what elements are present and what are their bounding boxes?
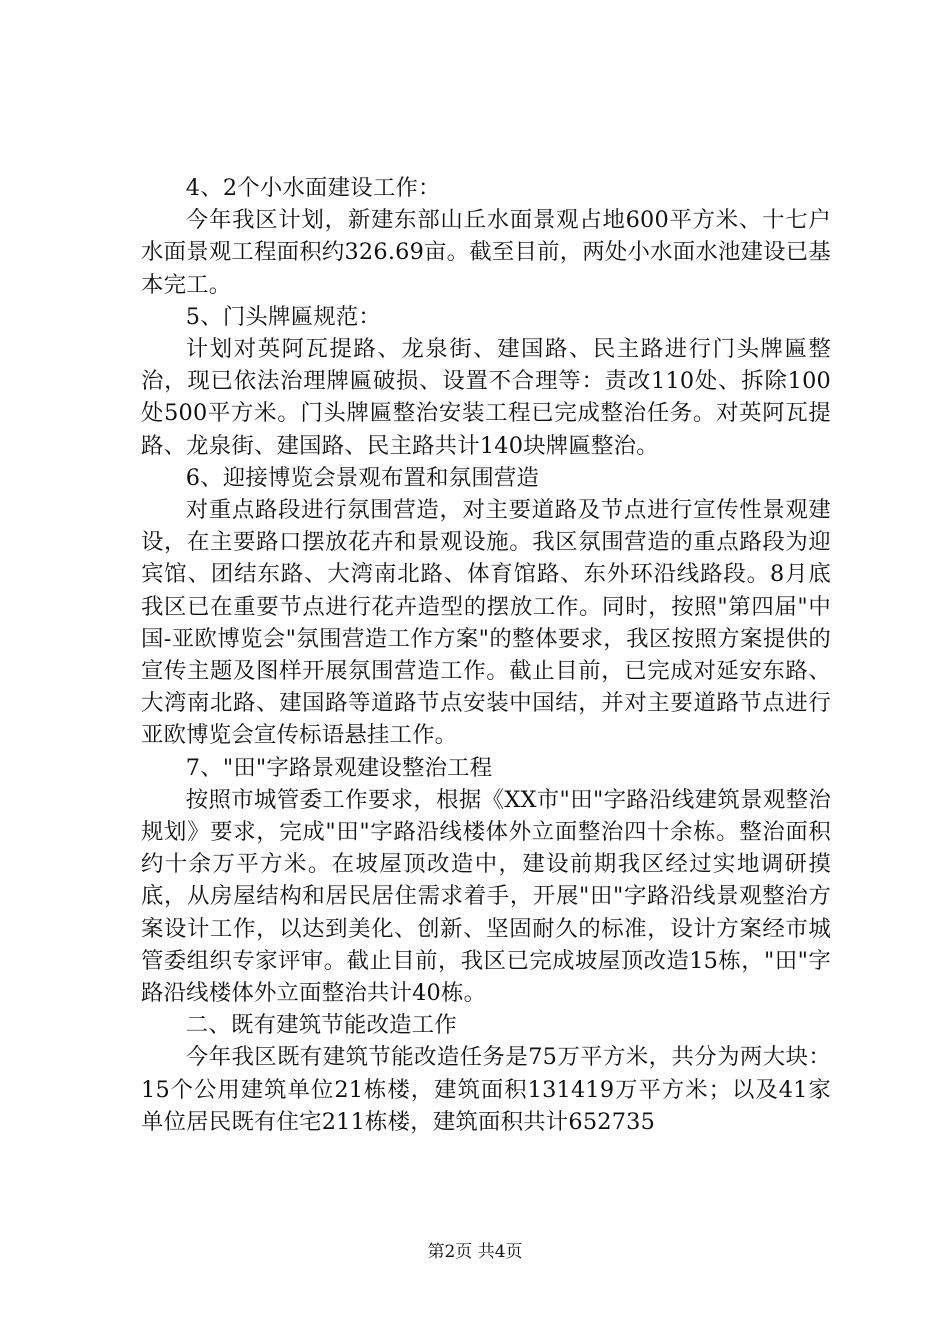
paragraph-energy-saving: 今年我区既有建筑节能改造任务是75万平方米，共分为两大块：15个公用建筑单位21栋楼，建筑面积131419万平方米；以及41家单位居民既有住宅211栋楼，建筑面积共计652735 [141,1044,831,1135]
heading-tian-road: 7、"田"字路景观建设整治工程 [185,754,493,781]
page-number-footer: 第2页 共4页 [427,1242,523,1262]
paragraph-tian-road: 按照市城管委工作要求，根据《XX市"田"字路沿线建筑景观整治规划》要求，完成"田"字路沿线楼体外立面整治四十余栋。整治面积约十余万平方米。在坡屋顶改造中，建设前期我区经过实地调研摸底，从房屋结构和居民居住需求着手，开展"田"字路沿线景观整治方案设计工作，以达到美化、创新、坚固耐久的标准，设计方案经市城管委组织专家评审。截止目前，我区已完成坡屋顶改造15栋，"田"字路沿线楼体外立面整治共计40栋。 [141,786,831,1007]
paragraph-signboard: 计划对英阿瓦提路、龙泉街、建国路、民主路进行门头牌匾整治，现已依法治理牌匾破损、设置不合理等：责改110处、拆除100处500平方米。门头牌匾整治安装工程已完成整治任务。对英阿瓦提路、龙泉街、建国路、民主路共计140块牌匾整治。 [141,336,831,459]
paragraph-expo-landscape: 对重点路段进行氛围营造，对主要道路及节点进行宣传性景观建设，在主要路口摆放花卉和景观设施。我区氛围营造的重点路段为迎宾馆、团结东路、大湾南北路、体育馆路、东外环沿线路段。8月底我区已在重要节点进行花卉造型的摆放工作。同时，按照"第四届"中国-亚欧博览会"氛围营造工作方案"的整体要求，我区按照方案提供的宣传主题及图样开展氛围营造工作。截止目前，已完成对延安东路、大湾南北路、建国路等道路节点安装中国结，并对主要道路节点进行亚欧博览会宣传标语悬挂工作。 [141,497,831,749]
paragraph-water-surface: 今年我区计划，新建东部山丘水面景观占地600平方米、十七户水面景观工程面积约326.69亩。截至目前，两处小水面水池建设已基本完工。 [141,207,831,298]
heading-expo-landscape: 6、迎接博览会景观布置和氛围营造 [185,464,540,491]
heading-signboard: 5、门头牌匾规范： [185,303,381,330]
document-body [141,172,831,1138]
heading-water-surface: 4、2个小水面建设工作： [185,175,441,201]
heading-energy-saving: 二、既有建筑节能改造工作 [185,1012,457,1039]
